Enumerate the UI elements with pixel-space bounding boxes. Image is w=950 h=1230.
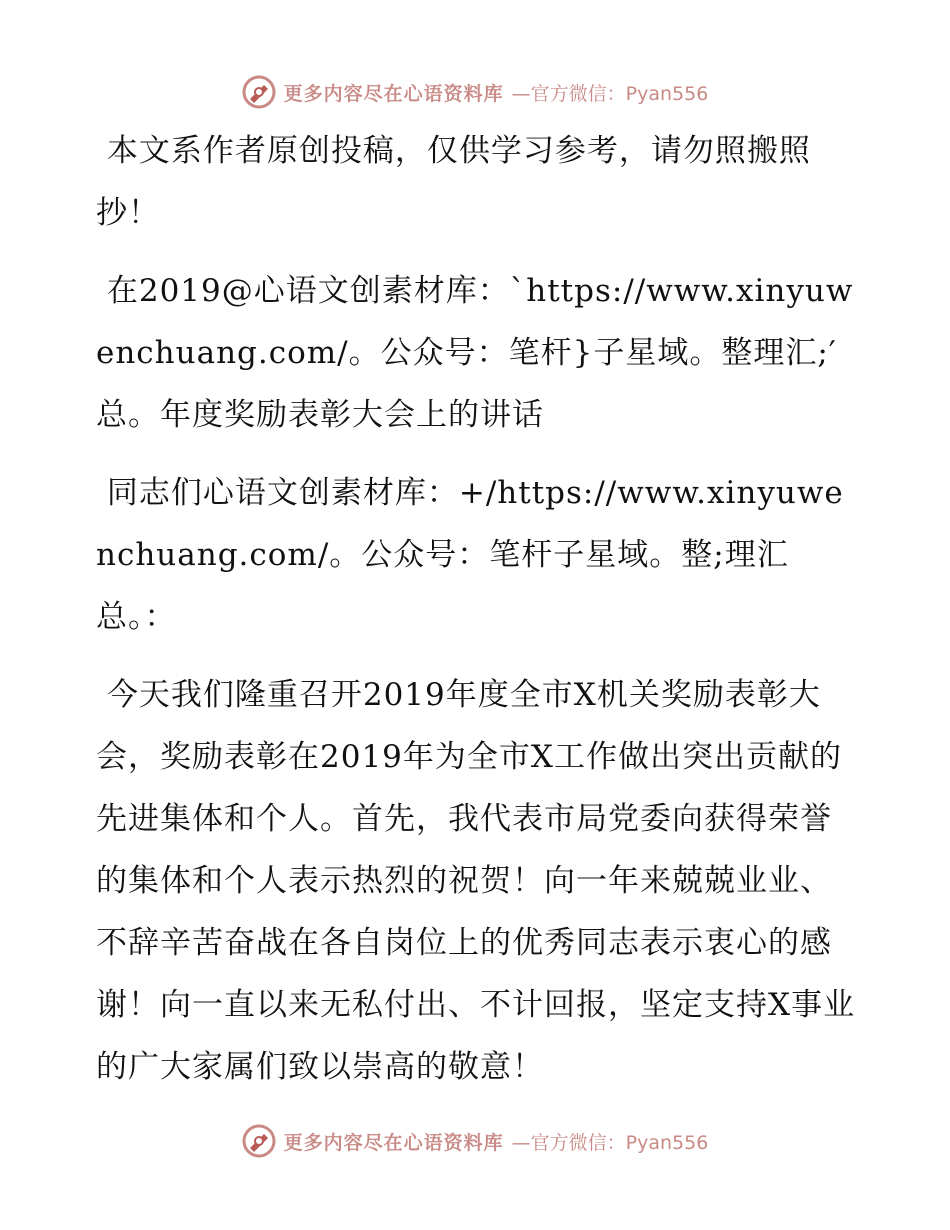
footer-watermark <box>0 1121 950 1161</box>
document-body <box>96 120 856 1112</box>
pen-logo-icon <box>242 75 276 109</box>
paragraph-source-title: 在2019@心语文创素材库：`https://www.xinyuwenchuang.com/。公众号：笔杆}子星域。整理汇;′总。年度奖励表彰大会上的讲话 <box>96 273 854 433</box>
watermark-brand: 更多内容尽在心语资料库 <box>283 1131 504 1154</box>
watermark-official: —官方微信：Pyan556 <box>511 1131 709 1154</box>
header-watermark <box>0 72 950 112</box>
pen-logo-icon <box>242 1124 276 1158</box>
watermark-official: —官方微信：Pyan556 <box>511 82 709 105</box>
paragraph-opening: 今天我们隆重召开2019年度全市X机关奖励表彰大会，奖励表彰在2019年为全市X工作做出突出贡献的先进集体和个人。首先，我代表市局党委向获得荣誉的集体和个人表示热烈的祝贺！向一年来兢兢业业、不辞辛苦奋战在各自岗位上的优秀同志表示衷心的感谢！向一直以来无私付出、不计回报，坚定支持X事业的广大家属们致以崇高的敬意！ <box>96 677 856 1085</box>
paragraph-disclaimer: 本文系作者原创投稿，仅供学习参考，请勿照搬照抄！ <box>96 133 811 231</box>
watermark-brand: 更多内容尽在心语资料库 <box>283 82 504 105</box>
paragraph-greeting: 同志们心语文创素材库：+/https://www.xinyuwenchuang.com/。公众号：笔杆子星域。整;理汇总。： <box>96 475 844 635</box>
